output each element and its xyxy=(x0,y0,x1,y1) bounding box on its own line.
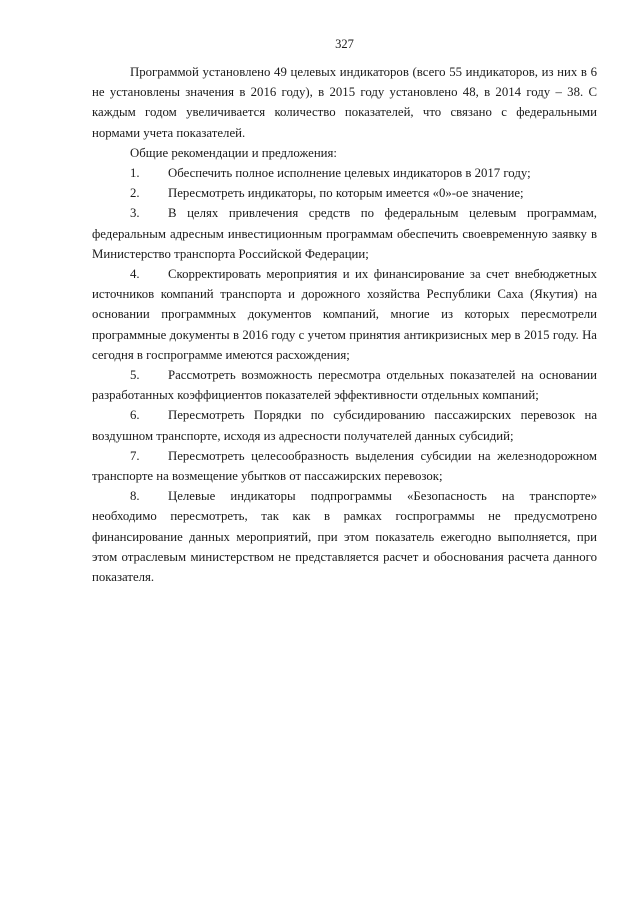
list-item xyxy=(92,183,597,203)
list-item-text: Рассмотреть возможность пересмотра отдельных показателей на основании разработанных коэффициентов показателей эффективности отдельных компаний; xyxy=(92,368,597,403)
intro-paragraph: Программой установлено 49 целевых индикаторов (всего 55 индикаторов, из них в 6 не установлены значения в 2016 году), в 2015 году установлено 48, в 2014 году – 38. С каждым годом увеличивается количество показателей, что связано с федеральными нормами учета показателей. xyxy=(92,65,597,140)
list-item-number: 6. xyxy=(130,408,140,423)
list-item xyxy=(92,446,597,486)
list-item xyxy=(92,203,597,264)
list-item-text: Пересмотреть целесообразность выделения субсидии на железнодорожном транспорте на возмещение убытков от пассажирских перевозок; xyxy=(92,448,597,484)
list-item-text: Пересмотреть Порядки по субсидированию пассажирских перевозок на воздушном транспорте, исходя из адресности получателей данных субсидий; xyxy=(92,408,597,443)
list-item xyxy=(92,264,597,365)
list-item-number: 5. xyxy=(130,368,140,383)
list-item-number: 2. xyxy=(130,186,140,201)
list-item-number: 4. xyxy=(130,267,140,282)
document-page xyxy=(92,36,597,587)
page-number: 327 xyxy=(335,37,354,51)
list-item xyxy=(92,405,597,445)
list-item-number: 1. xyxy=(130,166,140,181)
list-item-number: 3. xyxy=(130,206,140,221)
list-item xyxy=(92,486,597,587)
list-item xyxy=(92,365,597,405)
list-item-text: В целях привлечения средств по федеральным целевым программам, федеральным адресным инвестиционным программам обеспечить своевременную заявку в Министерство транспорта Российской Федерации; xyxy=(92,206,597,261)
list-item-number: 7. xyxy=(130,448,140,463)
list-item xyxy=(92,163,597,183)
list-item-text: Пересмотреть индикаторы, по которым имеется «0»-ое значение; xyxy=(168,186,524,201)
list-item-text: Целевые индикаторы подпрограммы «Безопасность на транспорте» необходимо пересмотреть, так как в рамках госпрограммы не предусмотрено финансирование данных мероприятий, при этом показатель ежегодно выполняется, при этом отраслевым министерством не представляется расчет и обоснования расчета данного показателя. xyxy=(92,489,597,585)
list-item-text: Скорректировать мероприятия и их финансирование за счет внебюджетных источников компаний транспорта и дорожного хозяйства Республики Саха (Якутия) на основании программных документов компаний, многие из которых пересмотрели программные документы в 2016 году с учетом принятия антикризисных мер в 2015 году. На сегодня в госпрограмме имеются расхождения; xyxy=(92,267,597,362)
recommendations-heading: Общие рекомендации и предложения: xyxy=(130,145,337,160)
list-item-text: Обеспечить полное исполнение целевых индикаторов в 2017 году; xyxy=(168,166,531,181)
list-item-number: 8. xyxy=(130,489,140,504)
